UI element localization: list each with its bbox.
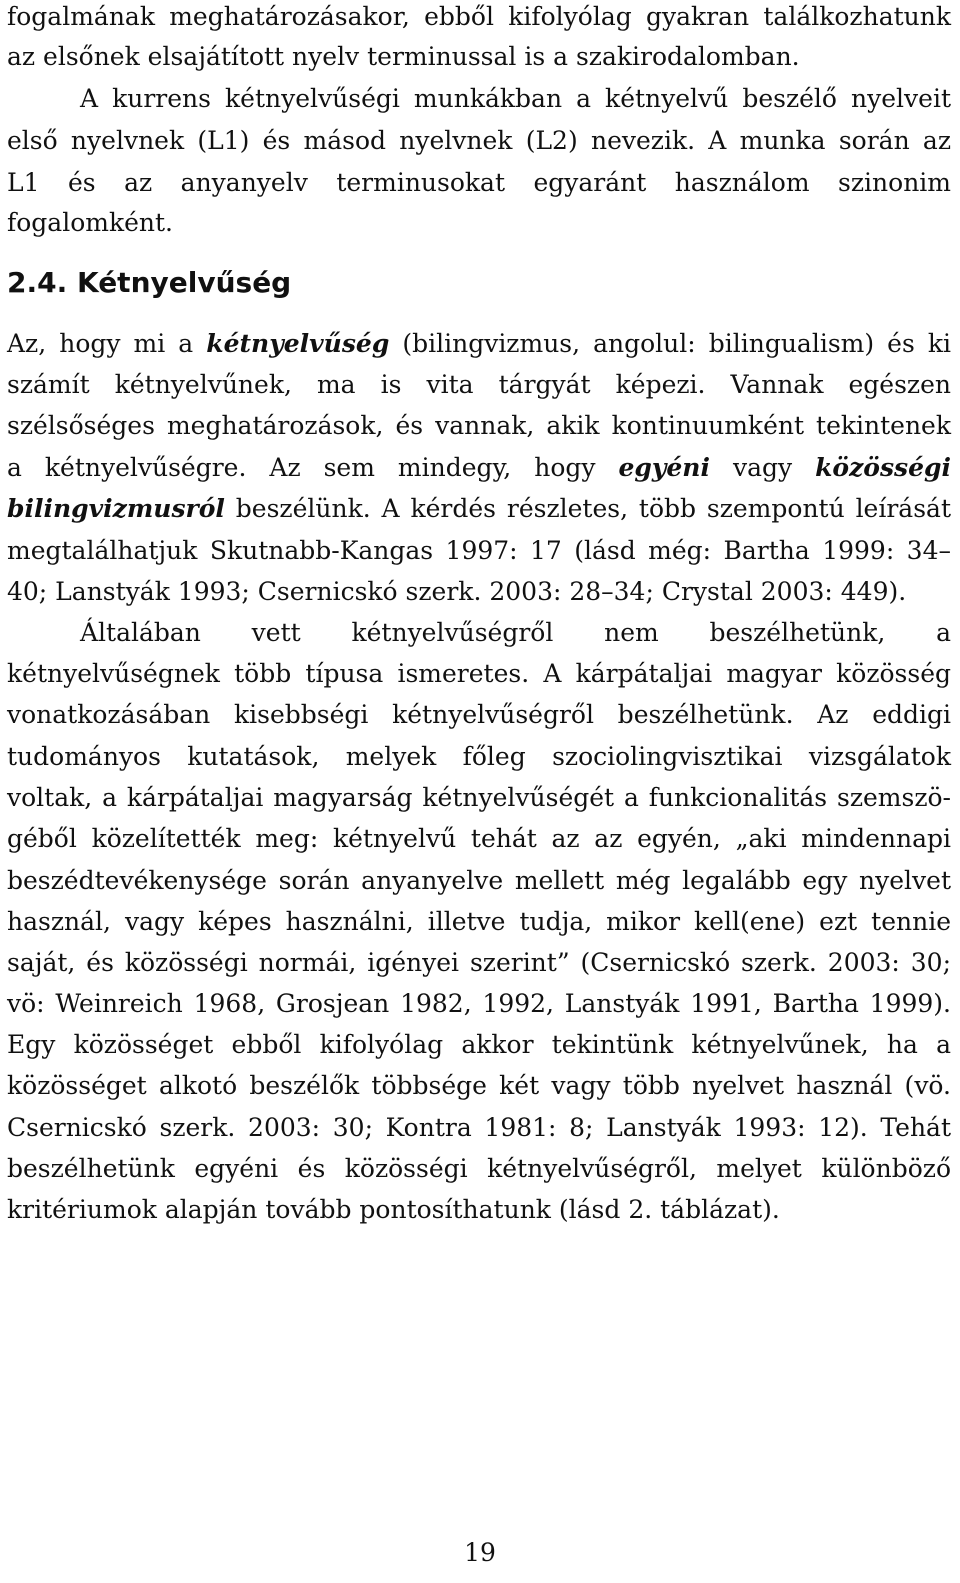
text-line: fogalomként. [7,208,174,237]
text-line: saját, és közösségi normái, igényei szerint” (Csernicskó szerk. 2003: 30; [7,948,951,977]
text-line: géből közelítették meg: kétnyelvű tehát az az egyén, „aki mindennapi [7,824,951,853]
emphasis-term: bilingvizmusról [7,494,225,523]
text-line [7,492,951,526]
text-line: 40; Lanstyák 1993; Csernicskó szerk. 2003: 28–34; Crystal 2003: 449). [7,577,907,606]
text-line: szélsőséges meghatározások, és vannak, akik kontinuumként tekintenek [7,411,951,440]
text-line [7,451,951,485]
text-line: voltak, a kárpátaljai magyarság kétnyelvűségét a funkcionalitás szemszö- [7,783,951,812]
text-line: beszélhetünk egyéni és közösségi kétnyelvűségről, melyet különböző [7,1154,951,1183]
emphasis-term: kétnyelvűség [206,329,390,358]
text-line: Csernicskó szerk. 2003: 30; Kontra 1981: 8; Lanstyák 1993: 12). Tehát [7,1113,951,1142]
text-line: kritériumok alapján tovább pontosíthatunk (lásd 2. táblázat). [7,1195,780,1224]
text-run: beszélünk. A kérdés részletes, több szempontú leírását [224,494,951,523]
text-line: kétnyelvűségnek több típusa ismeretes. A kárpátaljai magyar közösség [7,659,951,688]
text-run: Az, hogy mi a [7,329,207,358]
text-run: vagy [709,453,816,482]
section-heading: 2.4. Kétnyelvűség [7,266,292,299]
text-line: megtalálhatjuk Skutnabb-Kangas 1997: 17 (lásd még: Bartha 1999: 34– [7,536,951,565]
emphasis-term: közösségi [815,453,951,482]
text-line: beszédtevékenysége során anyanyelve mellett még legalább egy nyelvet [7,866,951,895]
text-run: a kétnyelvűségre. Az sem mindegy, hogy [7,453,619,482]
emphasis-term: egyéni [618,453,710,482]
text-line: vö: Weinreich 1968, Grosjean 1982, 1992, Lanstyák 1991, Bartha 1999). [7,989,951,1018]
text-line: A kurrens kétnyelvűségi munkákban a kétnyelvű beszélő nyelveit [80,84,951,113]
text-line: L1 és az anyanyelv terminusokat egyaránt használom szinonim [7,168,951,197]
text-line: tudományos kutatások, melyek főleg szociolingvisztikai vizsgálatok [7,742,951,771]
page-number: 19 [464,1538,496,1567]
text-line: Egy közösséget ebből kifolyólag akkor tekintünk kétnyelvűnek, ha a [7,1030,951,1059]
text-line: Általában vett kétnyelvűségről nem beszélhetünk, a [80,618,951,647]
text-line: használ, vagy képes használni, illetve tudja, mikor kell(ene) ezt tennie [7,907,951,936]
text-line: fogalmának meghatározásakor, ebből kifolyólag gyakran találkozhatunk [7,2,951,31]
text-line: vonatkozásában kisebbségi kétnyelvűségről beszélhetünk. Az eddigi [7,700,951,729]
text-line [7,327,951,361]
text-line: számít kétnyelvűnek, ma is vita tárgyát képezi. Vannak egészen [7,370,951,399]
text-line: közösséget alkotó beszélők többsége két vagy több nyelvet használ (vö. [7,1071,951,1100]
text-line: az elsőnek elsajátított nyelv terminussal is a szakirodalomban. [7,42,800,71]
text-run: (bilingvizmus, angolul: bilingualism) és ki [389,329,951,358]
text-line: első nyelvnek (L1) és másod nyelvnek (L2) nevezik. A munka során az [7,126,951,155]
